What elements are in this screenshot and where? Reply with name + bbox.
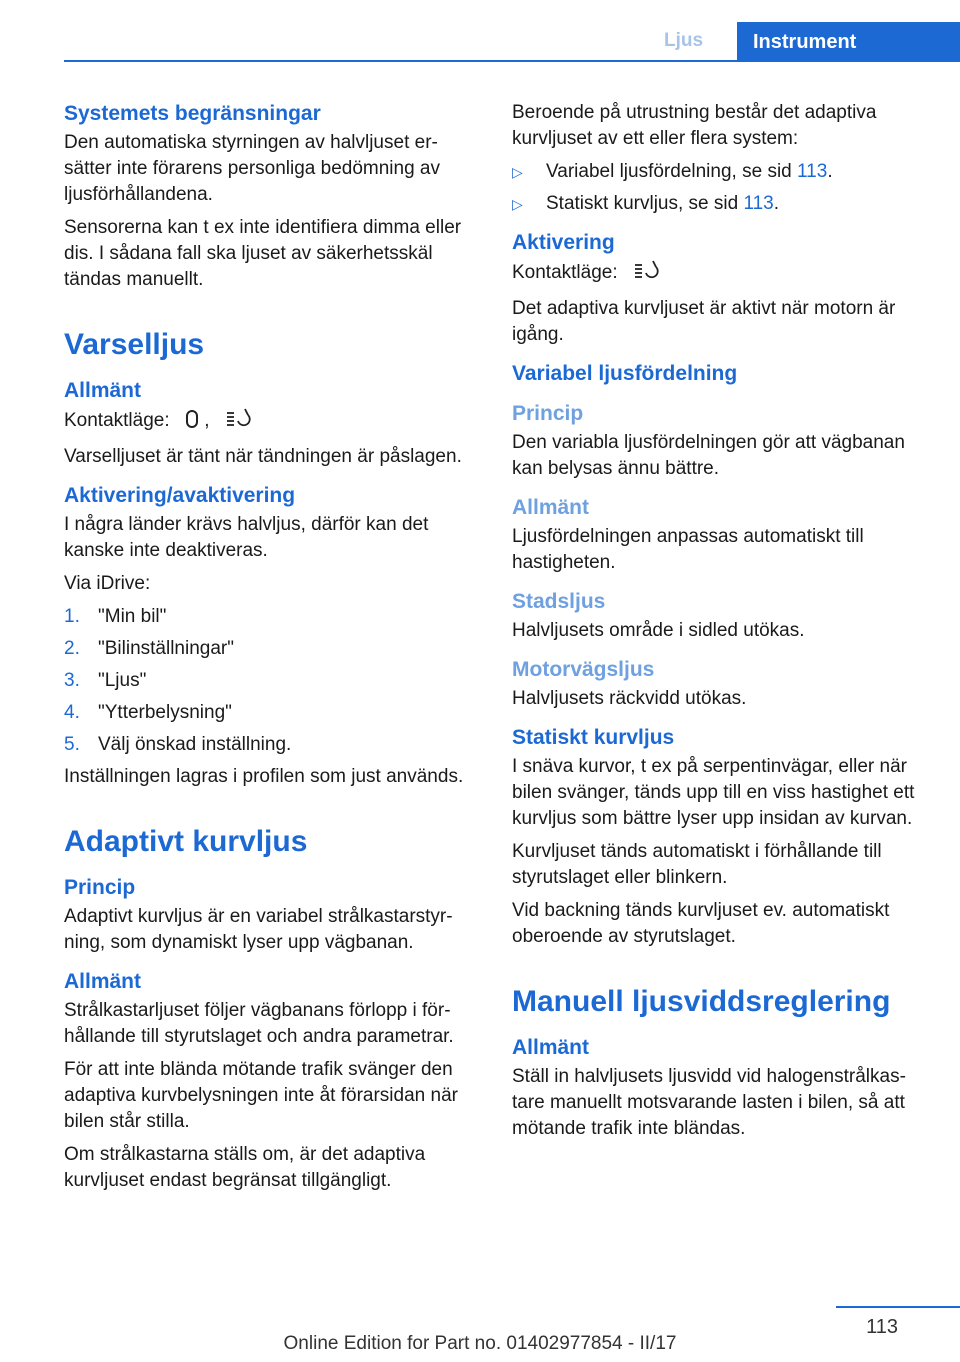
heading-allmant: Allmänt [512,496,590,519]
systems-list [512,159,930,217]
heading-system-limits: Systemets begränsningar [64,102,321,125]
engine-running-icon [633,259,659,289]
engine-running-icon [225,407,251,437]
heading-activation: Aktivering/avaktivering [64,484,296,507]
paragraph: I några länder krävs halvljus, därför kan det kanske inte deaktiveras. [64,514,429,561]
ignition-radio-icon [185,409,199,437]
paragraph: Den variabla ljusfördelningen gör att vägbanan kan belysas ännu bättre. [512,432,905,479]
paragraph: Sensorerna kan t ex inte identifiera dimma eller dis. I sådana fall ska ljuset av säkerhetsskäl tändas manuellt. [64,217,462,290]
section-tab[interactable]: Ljus [664,30,704,51]
edition-footer: Online Edition for Part no. 01402977854 - II/17 [283,1333,677,1354]
left-column [64,100,484,1201]
paragraph: Adaptivt kurvljus är en variabel strålkastarstyr-ning, som dynamiskt lyser upp vägbanan. [64,906,453,953]
paragraph: För att inte blända mötande trafik svänger den adaptiva kurvbelysningen inte åt förarsidan när bilen står stilla. [64,1059,458,1132]
paragraph: Det adaptiva kurvljuset är aktivt när motorn är igång. [512,298,896,345]
heading-allmant: Allmänt [64,970,142,993]
paragraph: Vid backning tänds kurvljuset ev. automatiskt oberoende av styrutslaget. [512,900,890,947]
heading-variable-light-distribution: Variabel ljusfördelning [512,362,738,385]
page-link[interactable]: 113 [743,193,774,214]
heading-city-light: Stadsljus [512,590,606,613]
list-item: 3. "Ljus" [64,670,147,691]
heading-allmant: Allmänt [512,1036,590,1059]
paragraph: Halvljusets räckvidd utökas. [512,688,747,709]
page-link[interactable]: 113 [797,161,828,182]
list-item: 4. "Ytterbelysning" [64,702,232,723]
paragraph: Via iDrive: [64,573,151,594]
right-column [512,100,930,1149]
paragraph: I snäva kurvor, t ex på serpentinvägar, eller när bilen svänger, tänds upp till en viss hastighet ett kurvljus som bättre lyser upp insidan av kurvan. [512,756,915,829]
idrive-steps-list [64,604,484,758]
page-header [0,0,960,64]
paragraph: Om strålkastarna ställs om, är det adaptiva kurvljuset endast begränsat tillgängligt. [64,1144,426,1191]
heading-aktivering: Aktivering [512,231,615,254]
paragraph: Ljusfördelningen anpassas automatiskt till hastigheten. [512,526,864,573]
list-item: 2. "Bilinställningar" [64,638,234,659]
heading-motorway-light: Motorvägsljus [512,658,655,681]
list-item: 1. "Min bil" [64,606,167,627]
paragraph: Inställningen lagras i profilen som just används. [64,766,464,787]
ignition-label: Kontaktläge: [64,410,170,431]
bullet-triangle-icon: ▷ [512,164,523,180]
header-rule [64,60,960,62]
paragraph: Kurvljuset tänds automatiskt i förhållande till styrutslaget eller blinkern. [512,841,882,888]
heading-adaptive-curve-light: Adaptivt kurvljus [64,825,308,858]
heading-allmant: Allmänt [64,379,142,402]
heading-varselljus: Varselljus [64,328,205,361]
footer-rule [836,1306,960,1308]
paragraph: Ställ in halvljusets ljusvidd vid halogenstrålkas-tare manuellt motsvarande lasten i bilen, så att mötande trafik inte bländas. [512,1066,906,1139]
heading-static-curve-light: Statiskt kurvljus [512,726,675,749]
ignition-label: Kontaktläge: [512,262,618,283]
paragraph: Strålkastarljuset följer vägbanans förlopp i för-hållande till styrutslaget och andra parametrar. [64,1000,454,1047]
list-item: ▷ Statiskt kurvljus, se sid 113. [512,191,930,217]
bullet-triangle-icon: ▷ [512,196,523,212]
list-item: 5. Välj önskad inställning. [64,734,292,755]
paragraph: Den automatiska styrningen av halvljuset er-sätter inte förarens personliga bedömning av ljusförhållandena. [64,132,441,205]
heading-manual-headlight-range: Manuell ljusviddsreglering [512,985,891,1018]
ignition-state-line [64,407,484,437]
page-number: 113 [866,1316,898,1338]
list-item: ▷ Variabel ljusfördelning, se sid 113. [512,159,930,185]
heading-princip: Princip [512,402,584,425]
ignition-state-line [512,259,930,289]
heading-princip: Princip [64,876,136,899]
paragraph: Halvljusets område i sidled utökas. [512,620,805,641]
paragraph: Varselljuset är tänt när tändningen är påslagen. [64,446,462,467]
chapter-tab[interactable]: Instrument [737,22,960,62]
paragraph: Beroende på utrustning består det adaptiva kurvljuset av ett eller flera system: [512,102,877,149]
comma: , [204,410,210,431]
